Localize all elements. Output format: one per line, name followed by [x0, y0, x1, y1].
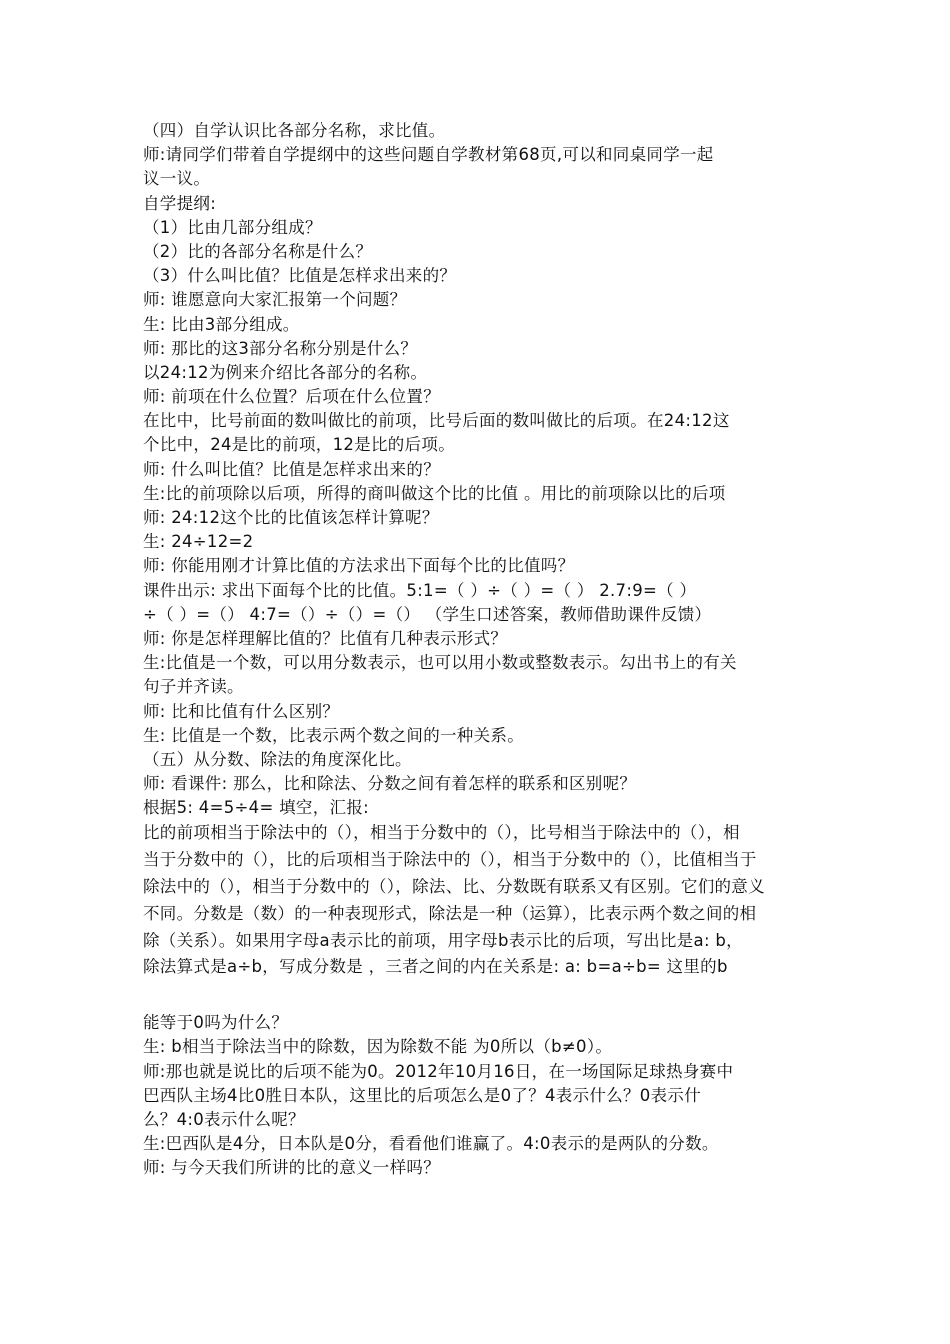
text-line: （2）比的各部分名称是什么？	[143, 241, 373, 261]
text-line: 生:巴西队是4分，日本队是0分，看看他们谁赢了。4:0表示的是两队的分数。	[143, 1134, 719, 1154]
text-line: 议一议。	[143, 169, 211, 189]
blank-gap	[143, 981, 811, 1011]
text-line: 师: 什么叫比值？比值是怎样求出来的？	[143, 459, 441, 479]
lesson-discussion	[143, 1011, 811, 1180]
text-line: 句子并齐读。	[143, 677, 244, 697]
text-line: 生: 24÷12=2	[143, 532, 254, 552]
text-line: 师: 比和比值有什么区别？	[143, 701, 340, 721]
text-line: 在比中，比号前面的数叫做比的前项，比号后面的数叫做比的后项。在24:12这	[143, 411, 730, 431]
text-line: 师: 看课件: 那么，比和除法、分数之间有着怎样的联系和区别呢？	[143, 774, 637, 794]
text-line: 课件出示: 求出下面每个比的比值。5:1=（ ）÷（ ）=（ ） 2.7:9=（ ）	[143, 580, 697, 600]
text-line: 能等于0吗为什么？	[143, 1013, 289, 1033]
text-line: 根据5: 4=5÷4= 填空，汇报:	[143, 798, 369, 818]
text-line: 生: 比值是一个数，比表示两个数之间的一种关系。	[143, 725, 525, 745]
text-line: 师: 24:12这个比的比值该怎样计算呢？	[143, 508, 439, 527]
text-line: 生: 比由3部分组成。	[143, 314, 300, 334]
text-line: 师: 谁愿意向大家汇报第一个问题？	[143, 290, 407, 310]
text-line: （四）自学认识比各部分名称，求比值。	[143, 121, 446, 140]
text-line: 比的前项相当于除法中的（），相当于分数中的（），比号相当于除法中的（），相	[143, 823, 740, 843]
fill-in-paragraph	[143, 820, 811, 981]
text-line: 师: 你是怎样理解比值的？比值有几种表示形式？	[143, 628, 508, 648]
text-line: 师: 前项在什么位置？后项在什么位置？	[143, 387, 441, 407]
text-line: 除（关系）。如果用字母a表示比的前项，用字母b表示比的后项，写出比是a: b，	[143, 930, 743, 950]
text-line: 师: 你能用刚才计算比值的方法求出下面每个比的比值吗？	[143, 556, 575, 576]
lesson-section-four	[143, 119, 811, 820]
text-line: ÷（ ）=（） 4:7=（）÷（）=（） （学生口述答案，教师借助课件反馈）	[143, 604, 712, 624]
text-line: 当于分数中的（），比的后项相当于除法中的（），相当于分数中的（），比值相当于	[143, 850, 757, 870]
text-line: 除法中的（），相当于分数中的（），除法、比、分数既有联系又有区别。它们的意义	[143, 877, 765, 897]
text-line: 巴西队主场4比0胜日本队，这里比的后项怎么是0了？4表示什么？0表示什	[143, 1085, 701, 1105]
text-line: 师:那也就是说比的后项不能为0。2012年10月16日，在一场国际足球热身赛中	[143, 1061, 734, 1081]
text-line: 生: b相当于除法当中的除数，因为除数不能 为0所以（b≠0）。	[143, 1037, 613, 1057]
text-line: 生:比值是一个数，可以用分数表示，也可以用小数或整数表示。勾出书上的有关	[143, 653, 737, 673]
text-line: 师: 那比的这3部分名称分别是什么？	[143, 338, 418, 358]
document-body	[143, 119, 811, 1181]
text-line: 师:请同学们带着自学提纲中的这些问题自学教材第68页,可以和同桌同学一起	[143, 145, 714, 165]
text-line: 以24:12为例来介绍比各部分的名称。	[143, 362, 428, 382]
text-line: （1）比由几部分组成？	[143, 217, 322, 237]
text-line: 个比中，24是比的前项，12是比的后项。	[143, 435, 455, 455]
text-line: 么？4:0表示什么呢？	[143, 1109, 305, 1129]
text-line: 自学提纲:	[143, 193, 217, 213]
text-line: （五）从分数、除法的角度深化比。	[143, 749, 412, 769]
text-line: 不同。分数是（数）的一种表现形式，除法是一种（运算），比表示两个数之间的相	[143, 903, 757, 923]
text-line: 师: 与今天我们所讲的比的意义一样吗？	[143, 1158, 441, 1178]
text-line: 除法算式是a÷b，写成分数是 ，三者之间的内在关系是: a: b=a÷b= 这里的b	[143, 957, 728, 977]
text-line: （3）什么叫比值？比值是怎样求出来的？	[143, 266, 457, 286]
text-line: 生:比的前项除以后项，所得的商叫做这个比的比值 。用比的前项除以比的后项	[143, 483, 726, 503]
